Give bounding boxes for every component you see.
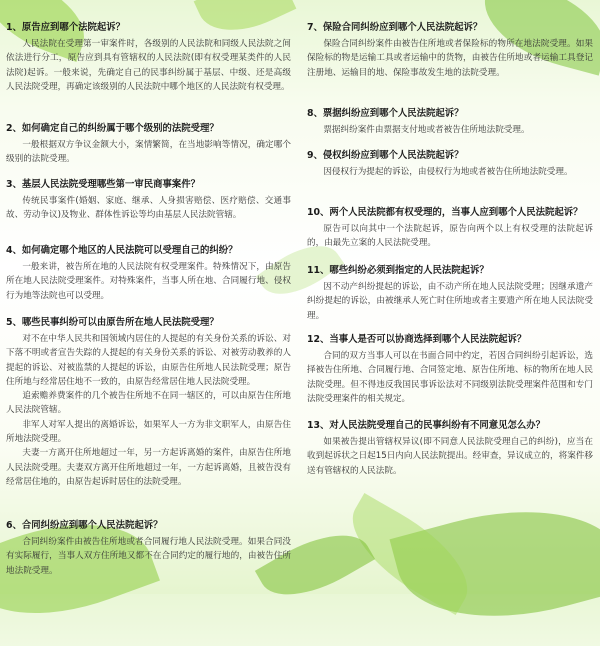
faq-title: 6、合同纠纷应到哪个人民法院起诉？ — [6, 520, 163, 531]
faq-title: 8、票据纠纷应到哪个人民法院起诉？ — [307, 108, 464, 119]
faq-paragraph: 一般根据双方争议金额大小，案情繁简，在当地影响等情况，确定哪个级别的法院受理。 — [6, 140, 291, 165]
faq-paragraph: 因侵权行为提起的诉讼，由侵权行为地或者被告住所地法院受理。 — [323, 167, 573, 177]
faq-paragraph: 对不在中华人民共和国领域内居住的人提起的有关身份关系的诉讼、对下落不明或者宣告失踪的人提起的有关身份关系的诉讼、对被劳动教养的人提起的诉讼、对被监禁的人提起的诉讼，由原告住所地人民法院受理；原告住所地与经常居住地不一致的，由原告经常居住地人民法院受理。 — [6, 334, 291, 387]
faq-title: 12、当事人是否可以协商选择到哪个人民法院起诉？ — [307, 334, 527, 345]
faq-section-11 — [307, 265, 593, 323]
faq-section-5 — [6, 317, 291, 489]
faq-title: 7、保险合同纠纷应到哪个人民法院起诉？ — [307, 22, 483, 33]
faq-paragraph: 原告可以向其中一个法院起诉，原告向两个以上有权受理的法院起诉的，由最先立案的人民法院受理。 — [307, 224, 593, 249]
faq-section-7 — [307, 22, 593, 80]
faq-section-3 — [6, 179, 291, 223]
faq-title: 11、哪些纠纷必须到指定的人民法院起诉？ — [307, 265, 489, 276]
faq-paragraph: 合同纠纷案件由被告住所地或者合同履行地人民法院受理。如果合同没有实际履行，当事人双方住所地又都不在合同约定的履行地的，由被告住所地法院受理。 — [6, 537, 291, 576]
faq-section-4 — [6, 245, 291, 303]
faq-section-6 — [6, 520, 291, 578]
faq-section-10 — [307, 207, 593, 251]
faq-title: 2、如何确定自己的纠纷属于哪个级别的法院受理？ — [6, 123, 219, 134]
faq-title: 10、两个人民法院都有权受理的，当事人应到哪个人民法院起诉？ — [307, 207, 583, 218]
faq-section-8 — [307, 108, 593, 137]
faq-title: 3、基层人民法院受理哪些第一审民商事案件？ — [6, 179, 201, 190]
faq-section-1 — [6, 22, 291, 94]
faq-paragraph: 合同的双方当事人可以在书面合同中约定，若因合同纠纷引起诉讼，选择被告住所地、合同履行地、合同签定地、原告住所地、标的物所在地人民法院受理。但不得违反我国民事诉讼法对不同级别法院受理案件范围和专门法院受理案件的相关规定。 — [307, 351, 593, 404]
faq-section-13 — [307, 420, 593, 478]
faq-title: 1、原告应到哪个法院起诉？ — [6, 22, 126, 33]
faq-title: 5、哪些民事纠纷可以由原告所在地人民法院受理？ — [6, 317, 219, 328]
faq-paragraph: 一般来讲，被告所在地的人民法院有权受理案件。特殊情况下，由原告所在地人民法院受理案件。对特殊案件，当事人所在地、合同履行地、侵权行为地等法院也可以受理。 — [6, 262, 291, 301]
faq-paragraph: 票据纠纷案件由票据支付地或者被告住所地法院受理。 — [323, 125, 530, 135]
faq-paragraph: 人民法院在受理第一审案件时，各级别的人民法院和同级人民法院之间依法进行分工，原告应到具有管辖权的人民法院(即有权受理某类件的人民法院)起诉。一般来说，先确定自己的民事纠纷属于基层、中级、还是高级人民法院受理，再确定该级别的人民法院中哪个地区的人民法院有权受理。 — [6, 39, 291, 92]
faq-title: 9、侵权纠纷应到哪个人民法院起诉？ — [307, 150, 464, 161]
faq-paragraph: 如果被告提出管辖权异议(即不同意人民法院受理自己的纠纷)，应当在收到起诉状之日起15日内向人民法院提出。经审查，异议成立的，将案件移送有管辖权的人民法院。 — [307, 437, 593, 476]
faq-section-2 — [6, 123, 291, 167]
faq-paragraph: 追索赡养费案件的几个被告住所地不在同一辖区的，可以由原告住所地人民法院管辖。 — [6, 391, 291, 416]
faq-paragraph: 非军人对军人提出的离婚诉讼，如果军人一方为非文职军人，由原告住所地法院受理。 — [6, 419, 291, 445]
faq-section-9 — [307, 150, 593, 179]
faq-paragraph: 传统民事案件(婚姻、家庭、继承、人身损害赔偿、医疗赔偿、交通事故、劳动争议)及物业、群体性诉讼等均由基层人民法院管辖。 — [6, 196, 291, 221]
faq-paragraph: 保险合同纠纷案件由被告住所地或者保险标的物所在地法院受理。如果保险标的物是运输工具或者运输中的货物，由被告住所地或者运输工具登记注册地、运输目的地、保险事故发生地的法院受理。 — [307, 39, 593, 78]
faq-title: 13、对人民法院受理自己的民事纠纷有不同意见怎么办？ — [307, 420, 546, 431]
faq-paragraph: 夫妻一方离开住所地超过一年，另一方起诉离婚的案件，由原告住所地人民法院受理。夫妻双方离开住所地超过一年，一方起诉离婚，且被告没有经常居住地的，由原告起诉时居住的法院受理。 — [6, 448, 291, 487]
faq-paragraph: 因不动产纠纷提起的诉讼，由不动产所在地人民法院受理；因继承遗产纠纷提起的诉讼，由被继承人死亡时住所地或者主要遗产所在地人民法院受理。 — [307, 282, 593, 321]
faq-section-12 — [307, 334, 593, 406]
faq-title: 4、如何确定哪个地区的人民法院可以受理自己的纠纷？ — [6, 245, 238, 256]
